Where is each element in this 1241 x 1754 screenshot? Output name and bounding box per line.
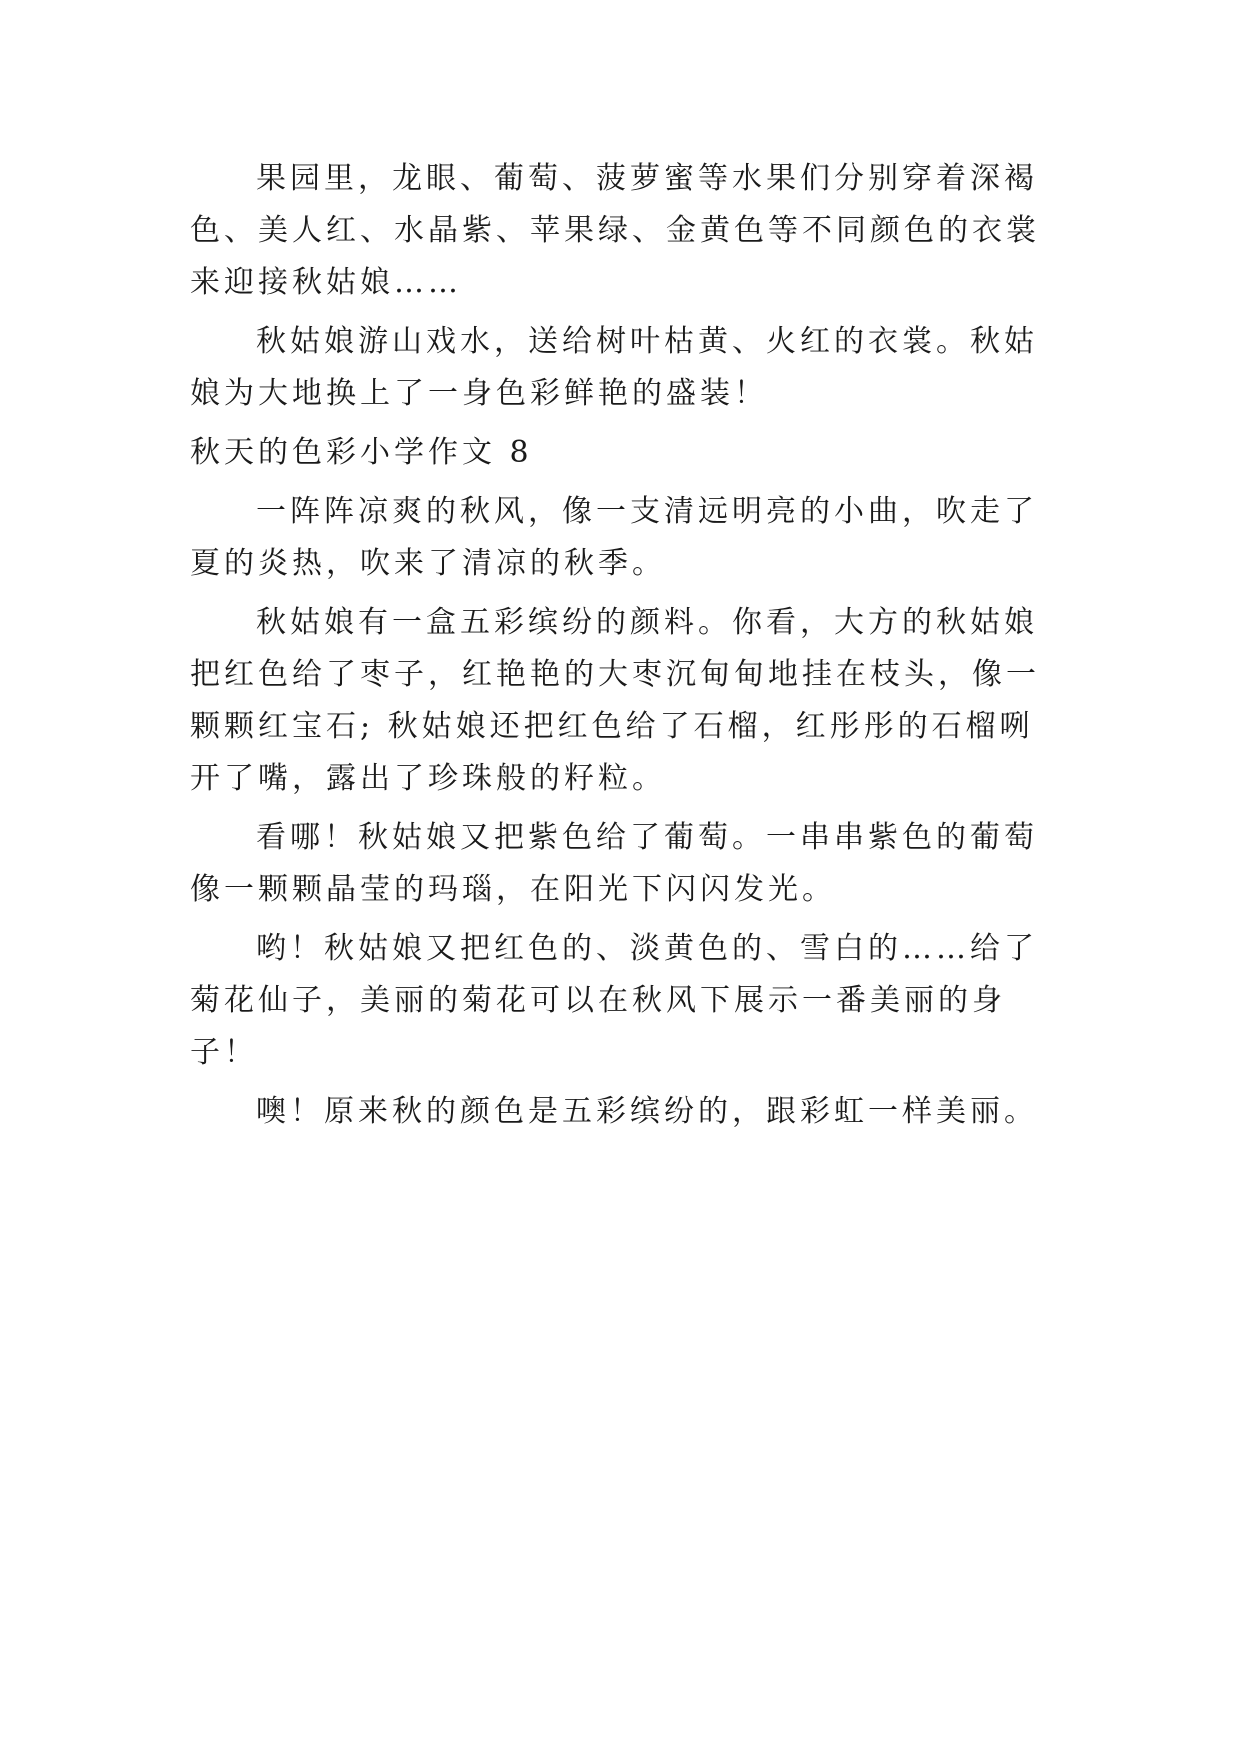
paragraph: 哟！秋姑娘又把红色的、淡黄色的、雪白的……给了菊花仙子，美丽的菊花可以在秋风下展示一番美丽的身子！ [190, 931, 1038, 1070]
paragraph: 秋姑娘有一盒五彩缤纷的颜料。你看，大方的秋姑娘把红色给了枣子，红艳艳的大枣沉甸甸地挂在枝头，像一颗颗红宝石; 秋姑娘还把红色给了石榴，红彤彤的石榴咧开了嘴，露出了珍珠般的籽粒。 [190, 605, 1040, 796]
section-heading: 秋天的色彩小学作文 8 [190, 435, 533, 470]
document-body [190, 153, 1050, 1145]
paragraph: 看哪！秋姑娘又把紫色给了葡萄。一串串紫色的葡萄像一颗颗晶莹的玛瑙，在阳光下闪闪发光。 [190, 820, 1038, 907]
paragraph: 噢！原来秋的颜色是五彩缤纷的，跟彩虹一样美丽。 [256, 1094, 1038, 1129]
paragraph: 秋姑娘游山戏水，送给树叶枯黄、火红的衣裳。秋姑娘为大地换上了一身色彩鲜艳的盛装！ [190, 324, 1038, 411]
paragraph: 果园里，龙眼、葡萄、菠萝蜜等水果们分别穿着深褐色、美人红、水晶紫、苹果绿、金黄色等不同颜色的衣裳来迎接秋姑娘…… [190, 161, 1040, 300]
paragraph: 一阵阵凉爽的秋风，像一支清远明亮的小曲，吹走了夏的炎热，吹来了清凉的秋季。 [190, 494, 1038, 581]
